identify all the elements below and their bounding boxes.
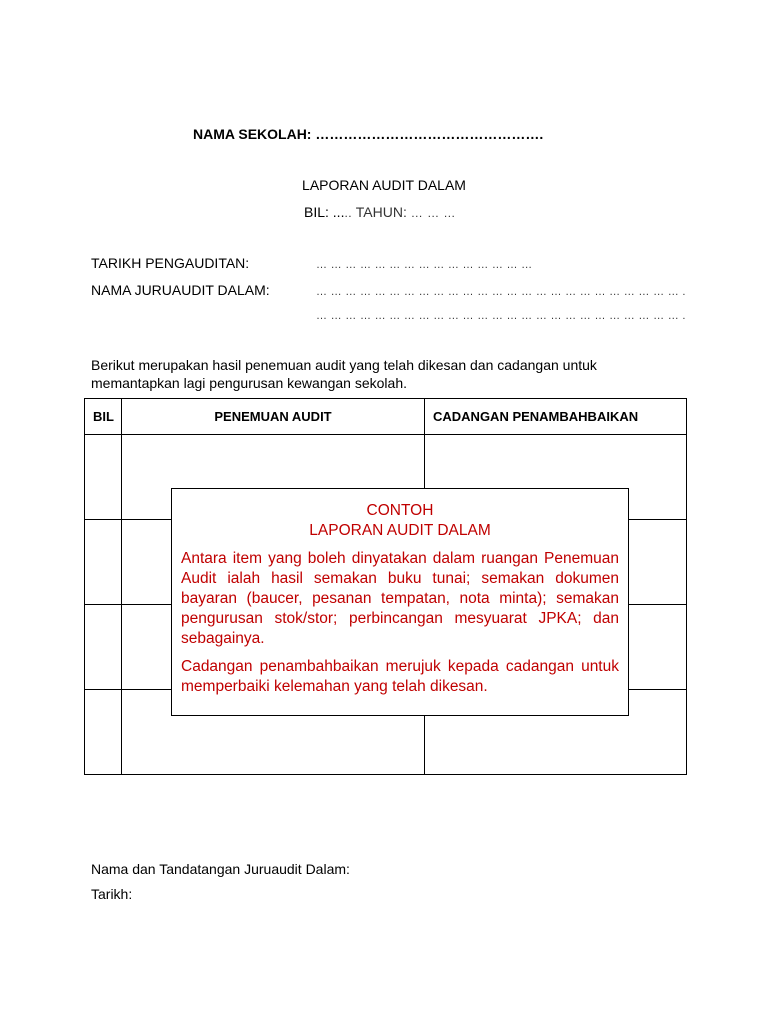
auditor-name-label: NAMA JURUAUDIT DALAM: — [91, 282, 270, 298]
bil-label: BIL: ... — [304, 204, 345, 220]
tahun-label: TAHUN: — [355, 204, 407, 220]
report-title: LAPORAN AUDIT DALAM — [302, 177, 466, 193]
example-paragraph-findings: Antara item yang boleh dinyatakan dalam ruangan Penemuan Audit ialah hasil semakan buku tunai; semakan dokumen bayaran (baucer, pesanan tempatan, nota minta); semakan pengurusan stok/stor; perbincangan mesyuarat JPKA; dan sebagainya. — [181, 550, 619, 647]
date-label: Tarikh: — [91, 886, 133, 902]
tahun-dots: … … … — [410, 206, 456, 220]
table-cell — [85, 690, 122, 775]
table-header-row — [85, 399, 687, 435]
example-paragraph-suggestions: Cadangan penambahbaikan merujuk kepada cadangan untuk memperbaiki kelemahan yang telah dikesan. — [181, 658, 619, 695]
report-number-line — [304, 204, 456, 220]
example-note-box — [171, 488, 629, 716]
signature-label: Nama dan Tandatangan Juruaudit Dalam: — [91, 861, 350, 877]
table-cell — [85, 520, 122, 605]
column-header-cadangan: CADANGAN PENAMBAHBAIKAN — [425, 399, 687, 435]
audit-date-label: TARIKH PENGAUDITAN: — [91, 255, 250, 271]
example-heading: CONTOH — [366, 502, 434, 519]
auditor-name-dots-1: … … … … … … … … … … … … … … … … … … … … … … … … … . — [316, 286, 686, 298]
intro-paragraph: Berikut merupakan hasil penemuan audit yang telah dikesan dan cadangan untuk memantapkan lagi pengurusan kewangan sekolah. — [91, 357, 597, 391]
audit-date-dots: … … … … … … … … … … … … … … … — [316, 259, 533, 271]
table-cell — [85, 435, 122, 520]
example-subheading: LAPORAN AUDIT DALAM — [309, 522, 491, 539]
bil-dots: .. — [344, 206, 353, 220]
column-header-penemuan: PENEMUAN AUDIT — [122, 399, 425, 435]
auditor-name-dots-2: … … … … … … … … … … … … … … … … … … … … … … … … … . — [316, 310, 686, 322]
column-header-bil: BIL — [85, 399, 122, 435]
school-name-field: NAMA SEKOLAH: …………………………………………. — [193, 126, 544, 142]
table-cell — [85, 605, 122, 690]
